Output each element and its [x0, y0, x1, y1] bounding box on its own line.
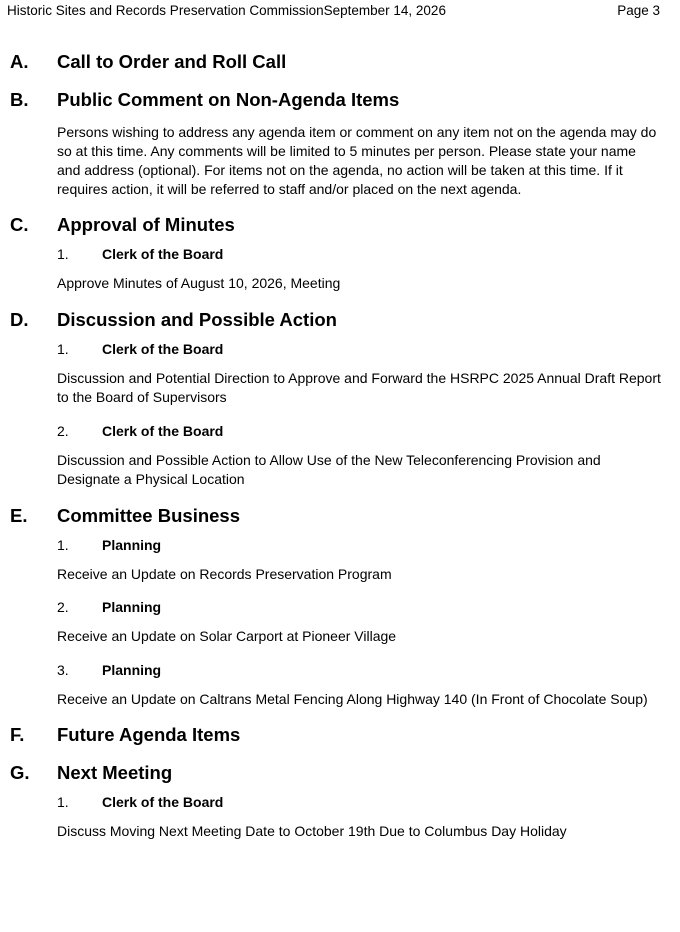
item-title: Clerk of the Board: [102, 340, 224, 357]
section-committee-business: [10, 504, 662, 710]
agenda-item: [10, 422, 662, 490]
item-title: Planning: [102, 536, 162, 553]
section-title: Next Meeting: [57, 762, 173, 783]
section-title: Future Agenda Items: [57, 724, 241, 745]
page-number: Page 3: [617, 3, 660, 18]
section-heading: [10, 308, 662, 332]
item-heading: [57, 245, 662, 264]
item-description: Receive an Update on Solar Carport at Pioneer Village: [57, 628, 397, 644]
section-letter: B.: [10, 89, 29, 110]
section-heading: [10, 213, 662, 237]
section-public-comment: [10, 88, 662, 199]
section-letter: E.: [10, 504, 28, 526]
page-header: [7, 2, 660, 20]
item-number: 1.: [57, 340, 69, 357]
item-number: 2.: [57, 599, 69, 615]
section-heading: [10, 761, 662, 785]
item-title: Planning: [102, 661, 162, 678]
section-heading: [10, 50, 662, 74]
item-heading: [57, 598, 662, 617]
agenda-item: [10, 598, 662, 647]
item-description: Discussion and Potential Direction to Approve and Forward the HSRPC 2025 Annual Draft Report to the Board of Supervisors: [57, 369, 661, 405]
item-title: Clerk of the Board: [102, 794, 224, 810]
item-title: Planning: [102, 599, 162, 615]
item-description: Approve Minutes of August 10, 2026, Meeting: [57, 275, 341, 291]
agenda-item: [10, 536, 662, 585]
item-number: 1.: [57, 536, 69, 553]
agenda-item: [10, 340, 662, 408]
section-discussion-action: [10, 308, 662, 490]
section-title: Call to Order and Roll Call: [57, 51, 287, 72]
agenda-body: [10, 50, 662, 842]
section-heading: [10, 723, 662, 747]
agenda-item: [10, 245, 662, 294]
section-title: Approval of Minutes: [57, 214, 235, 235]
section-title: Discussion and Possible Action: [57, 308, 337, 330]
header-commission-date: Historic Sites and Records Preservation CommissionSeptember 14, 2026: [7, 3, 446, 18]
item-description: Discuss Moving Next Meeting Date to October 19th Due to Columbus Day Holiday: [57, 823, 567, 839]
section-description: Persons wishing to address any agenda item or comment on any item not on the agenda may do so at this time. Any comments will be limited to 5 minutes per person. Please state your name and address (optional). For items not on the agenda, no action will be taken at this time. If it requires action, it will be referred to staff and/or placed on the next agenda.: [57, 124, 657, 197]
section-letter: G.: [10, 762, 30, 783]
section-future-agenda-items: [10, 723, 662, 747]
section-letter: F.: [10, 724, 25, 745]
item-heading: [57, 661, 662, 680]
item-heading: [57, 793, 662, 812]
item-number: 1.: [57, 246, 69, 262]
item-title: Clerk of the Board: [102, 246, 224, 262]
section-title: Public Comment on Non-Agenda Items: [57, 89, 400, 110]
section-approval-of-minutes: [10, 213, 662, 294]
section-heading: [10, 88, 662, 112]
section-heading: [10, 504, 662, 528]
item-title: Clerk of the Board: [102, 422, 224, 439]
section-call-to-order: [10, 50, 662, 74]
section-letter: A.: [10, 51, 29, 72]
item-number: 2.: [57, 422, 69, 439]
item-number: 3.: [57, 661, 69, 678]
section-title: Committee Business: [57, 504, 240, 526]
item-heading: [57, 422, 662, 441]
item-heading: [57, 340, 662, 359]
agenda-item: [10, 793, 662, 842]
section-letter: D.: [10, 308, 29, 330]
item-description: Discussion and Possible Action to Allow Use of the New Teleconferencing Provision and Designate a Physical Location: [57, 451, 601, 487]
item-number: 1.: [57, 794, 69, 810]
item-description: Receive an Update on Records Preservation Program: [57, 565, 392, 582]
item-heading: [57, 536, 662, 555]
agenda-item: [10, 661, 662, 710]
section-letter: C.: [10, 214, 29, 235]
section-next-meeting: [10, 761, 662, 842]
item-description: Receive an Update on Caltrans Metal Fencing Along Highway 140 (In Front of Chocolate Soup): [57, 690, 648, 707]
